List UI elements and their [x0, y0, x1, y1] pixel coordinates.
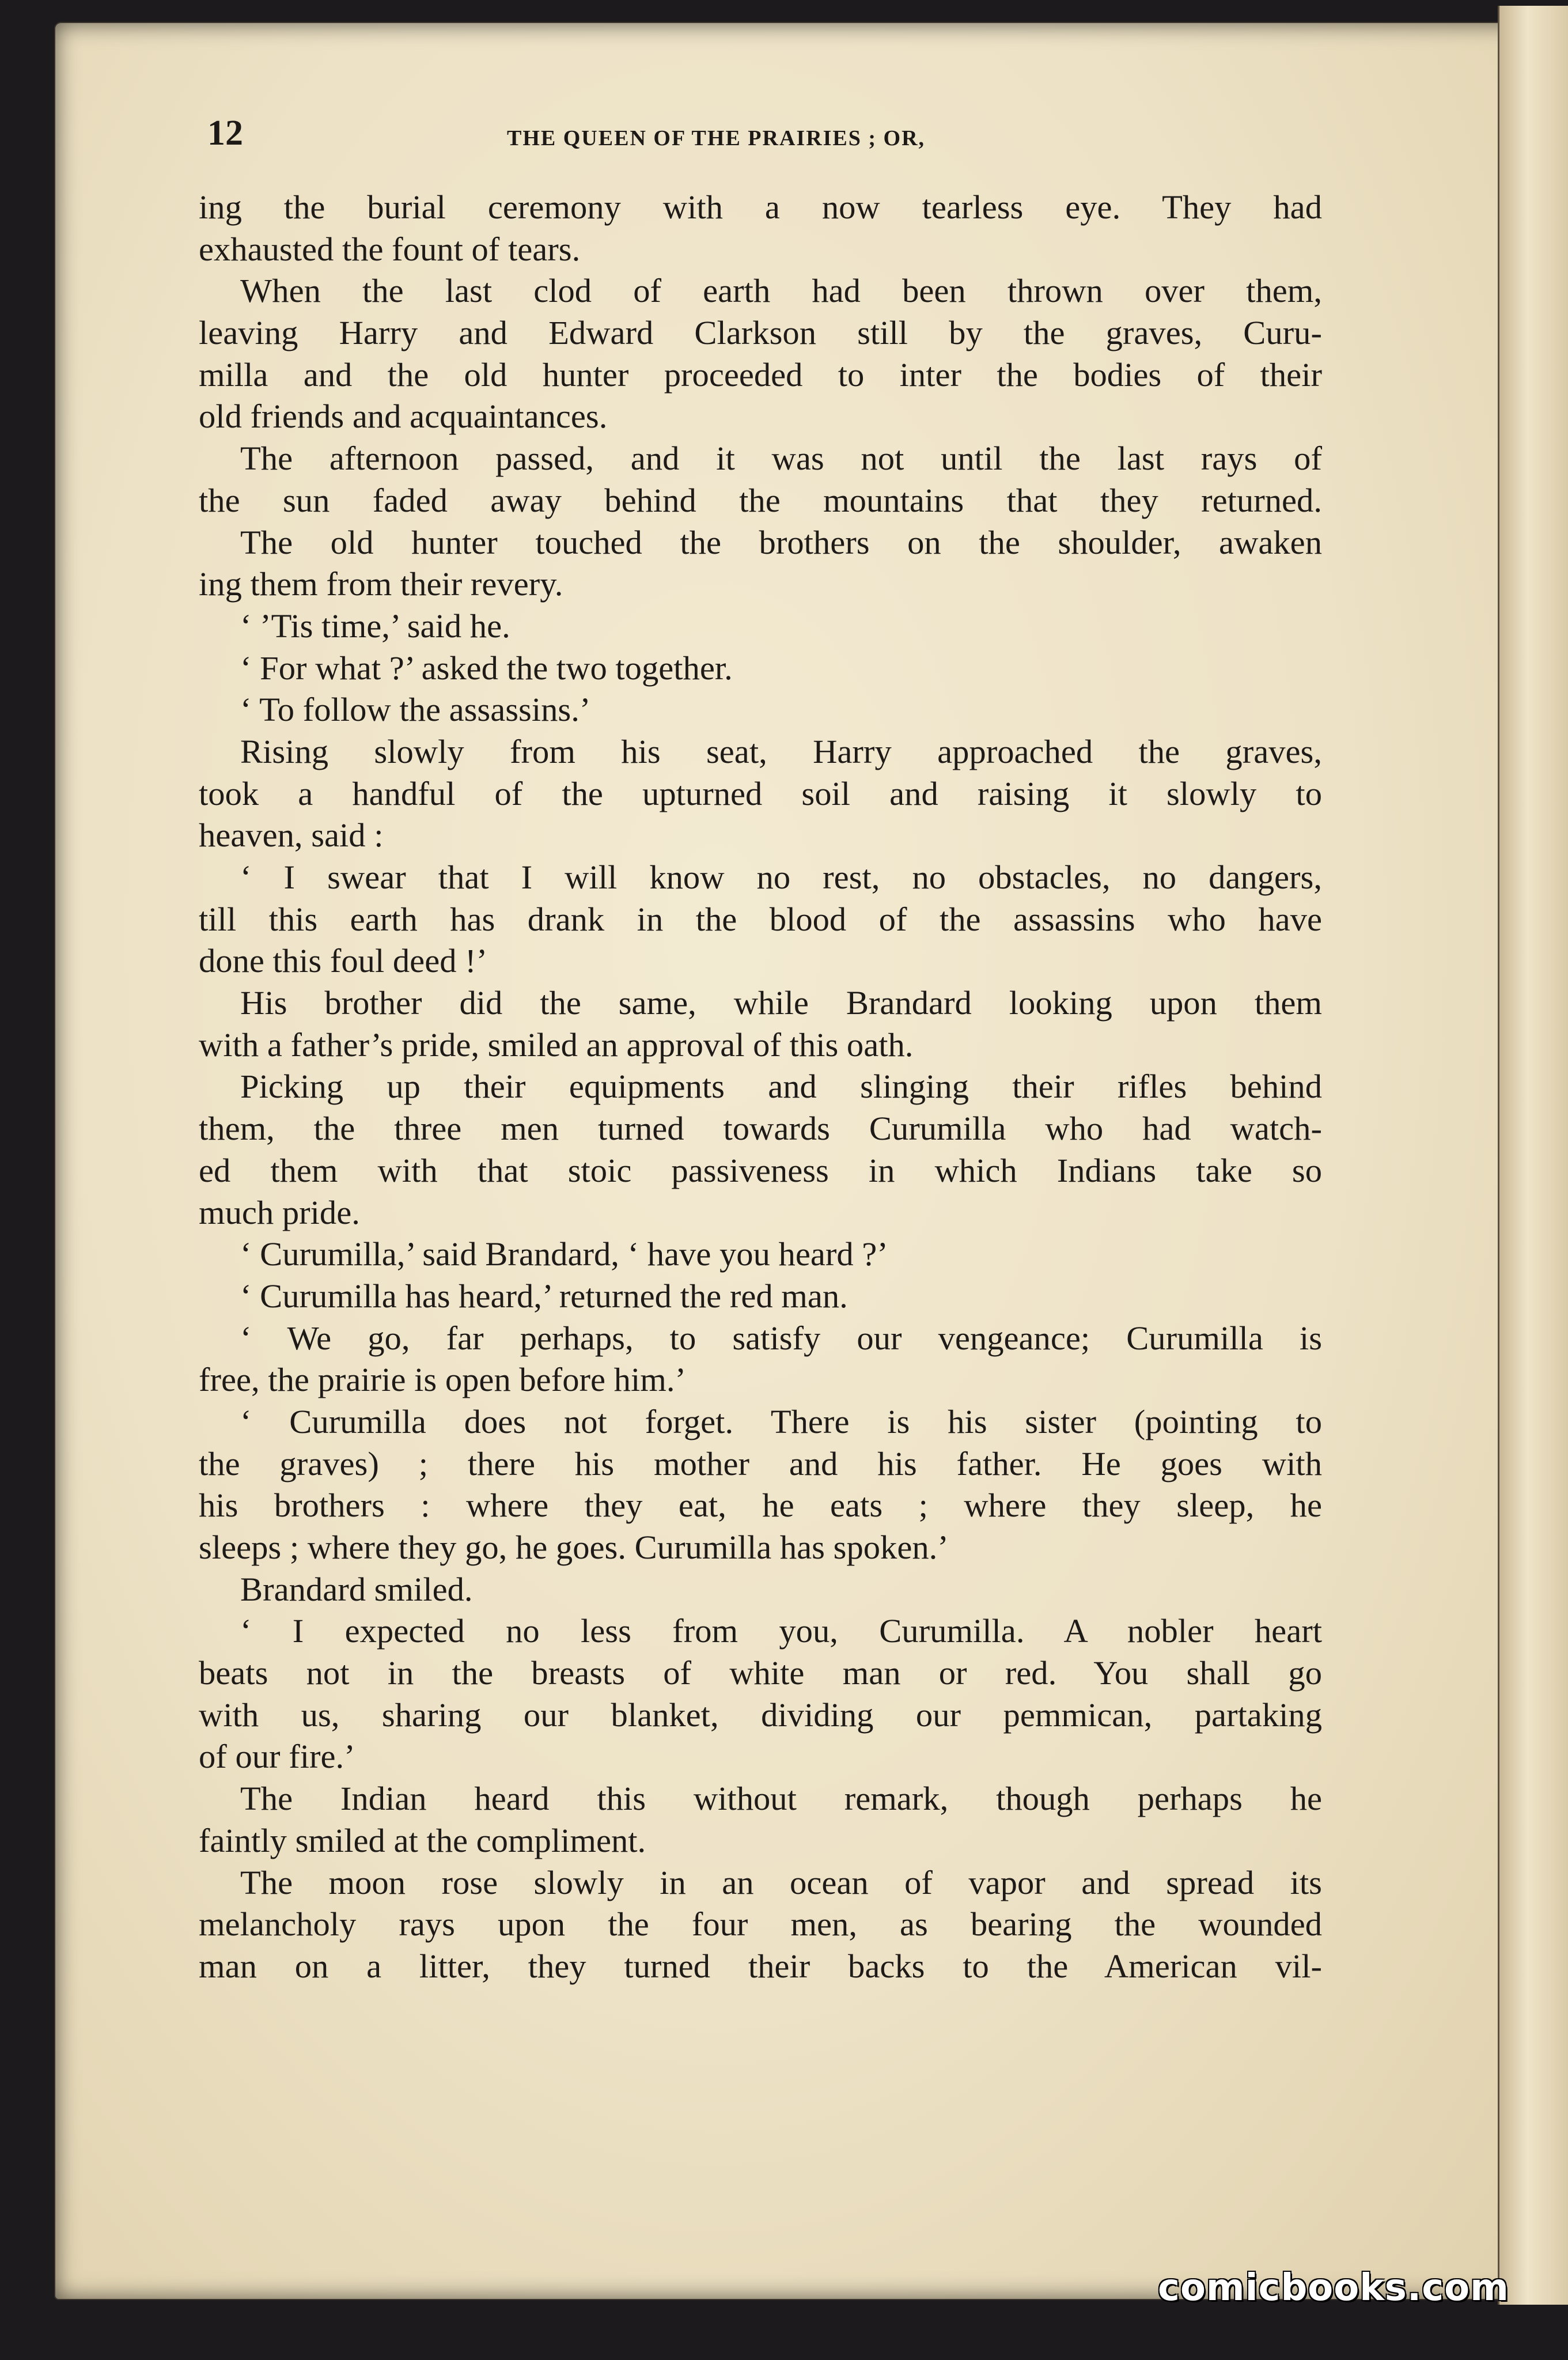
text-line: the sun faded away behind the mountains that they returned. [199, 481, 1322, 519]
text-line: His brother did the same, while Brandard looking upon them [240, 984, 1322, 1022]
text-line: ing them from their revery. [199, 565, 563, 603]
text-line: much pride. [199, 1193, 360, 1231]
text-line: old friends and acquaintances. [199, 398, 608, 436]
text-line: milla and the old hunter proceeded to inter the bodies of their [199, 355, 1322, 394]
text-line: ‘ Curumilla does not forget. There is his sister (pointing to [240, 1402, 1322, 1440]
text-line: till this earth has drank in the blood of the assassins who have [199, 900, 1322, 938]
text-line: ‘ Curumilla,’ said Brandard, ‘ have you heard ?’ [240, 1235, 888, 1273]
text-line: ed them with that stoic passiveness in which Indians take so [199, 1151, 1322, 1189]
text-line: When the last clod of earth had been thrown over them, [240, 272, 1322, 310]
text-line: free, the prairie is open before him.’ [199, 1361, 686, 1399]
text-line: with a father’s pride, smiled an approval of this oath. [199, 1026, 914, 1064]
text-line: ‘ I expected no less from you, Curumilla. A nobler heart [240, 1612, 1322, 1650]
text-line: Rising slowly from his seat, Harry approached the graves, [240, 732, 1322, 770]
text-line: sleeps ; where they go, he goes. Curumilla has spoken.’ [199, 1529, 949, 1566]
text-line: ‘ Curumilla has heard,’ returned the red man. [240, 1277, 848, 1315]
text-line: exhausted the fount of tears. [199, 230, 581, 268]
text-line: ‘ To follow the assassins.’ [240, 691, 591, 729]
text-line: done this foul deed !’ [199, 942, 488, 980]
text-line: his brothers : where they eat, he eats ; where they sleep, he [199, 1487, 1322, 1525]
text-line: ‘ For what ?’ asked the two together. [240, 649, 733, 687]
text-line: Brandard smiled. [240, 1570, 473, 1608]
text-line: The old hunter touched the brothers on the shoulder, awaken [240, 523, 1322, 561]
body-text [199, 187, 1322, 1988]
page-header [207, 113, 1331, 165]
text-line: leaving Harry and Edward Clarkson still by the graves, Curu- [199, 314, 1322, 352]
text-line: the graves) ; there his mother and his father. He goes with [199, 1444, 1322, 1482]
text-line: of our fire.’ [199, 1738, 355, 1776]
text-line: beats not in the breasts of white man or red. You shall go [199, 1654, 1322, 1692]
text-line: them, the three men turned towards Curumilla who had watch- [199, 1110, 1322, 1148]
source-watermark: comicbooks.com [1158, 2267, 1509, 2309]
page-number: 12 [207, 114, 243, 153]
text-line: The Indian heard this without remark, though perhaps he [240, 1780, 1322, 1818]
facing-page-edge [1498, 6, 1568, 2305]
text-line: man on a litter, they turned their backs to the American vil- [199, 1947, 1322, 1985]
text-line: The afternoon passed, and it was not until the last rays of [240, 440, 1322, 478]
text-line: melancholy rays upon the four men, as bearing the wounded [199, 1905, 1322, 1943]
running-title: THE QUEEN OF THE PRAIRIES ; OR, [507, 126, 926, 150]
text-line: heaven, said : [199, 816, 384, 854]
text-line: ‘ ’Tis time,’ said he. [240, 607, 510, 645]
text-line: ‘ We go, far perhaps, to satisfy our vengeance; Curumilla is [240, 1319, 1322, 1357]
text-line: ing the burial ceremony with a now tearless eye. They had [199, 188, 1322, 226]
text-line: took a handful of the upturned soil and raising it slowly to [199, 774, 1322, 812]
text-line: with us, sharing our blanket, dividing our pemmican, partaking [199, 1696, 1322, 1734]
text-line: ‘ I swear that I will know no rest, no obstacles, no dangers, [240, 858, 1322, 896]
text-line: faintly smiled at the compliment. [199, 1821, 646, 1859]
text-line: Picking up their equipments and slinging their rifles behind [240, 1068, 1322, 1106]
text-line: The moon rose slowly in an ocean of vapor and spread its [240, 1863, 1322, 1901]
